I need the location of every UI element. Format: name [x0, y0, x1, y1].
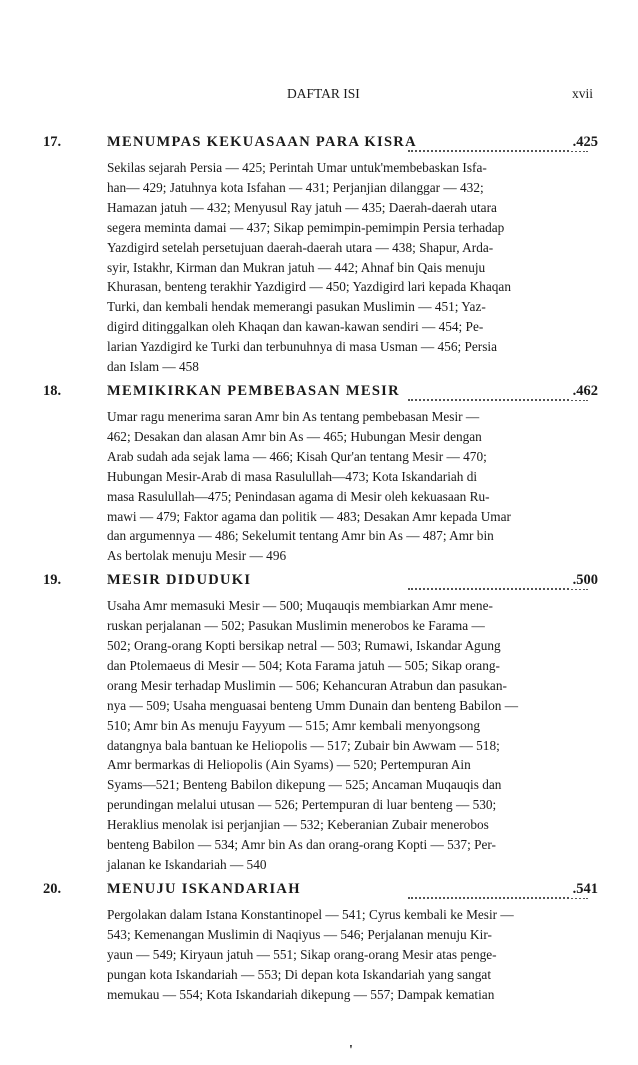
chapter-page-number: .425 — [572, 134, 598, 150]
summary-line: syir, Istakhr, Kirman dan Mukran jatuh — 442; Ahnaf bin Qais menuju — [107, 259, 486, 275]
toc-entry-heading[interactable] — [0, 572, 638, 596]
toc-entry-17 — [0, 134, 638, 377]
toc-entry-heading[interactable] — [0, 383, 638, 407]
chapter-summary — [107, 596, 594, 875]
dot-leader — [408, 897, 588, 899]
toc-entry-20 — [0, 881, 638, 1005]
summary-line: dan argumennya — 486; Sekelumit tentang Amr bin As — 487; Amr bin — [107, 528, 494, 544]
summary-line: pungan kota Iskandariah — 553; Di depan kota Iskandariah yang sangat — [107, 966, 492, 982]
summary-line: han— 429; Jatuhnya kota Isfahan — 431; Perjanjian dilanggar — 432; — [107, 179, 484, 195]
running-head — [0, 86, 638, 106]
summary-line: dan Islam — 458 — [107, 359, 199, 375]
summary-line: nya — 509; Usaha menguasai benteng Umm Dunain dan benteng Babilon — — [107, 697, 519, 713]
chapter-page-number: .541 — [572, 880, 598, 897]
summary-line: dan Ptolemaeus di Mesir — 504; Kota Farama jatuh — 505; Sikap orang- — [107, 657, 500, 673]
summary-line: larian Yazdigird ke Turki dan terbunuhnya di masa Usman — 456; Persia — [107, 339, 497, 355]
chapter-title: MESIR DIDUDUKI — [107, 572, 252, 589]
summary-line: Hamazan jatuh — 432; Menyusul Ray jatuh — 435; Daerah-daerah utara — [107, 199, 497, 215]
toc-entry-18 — [0, 383, 638, 566]
summary-line: Khurasan, benteng terakhir Yazdigird — 450; Yazdigird lari kepada Khaqan — [107, 279, 511, 295]
dot-leader — [408, 399, 588, 401]
summary-line: Usaha Amr memasuki Mesir — 500; Muqauqis membiarkan Amr mene- — [107, 598, 493, 614]
chapter-summary — [107, 407, 594, 566]
summary-line: Sekilas sejarah Persia — 425; Perintah Umar untuk'membebaskan Isfa- — [107, 160, 487, 175]
toc-entry-19 — [0, 572, 638, 875]
chapter-page-number: .500 — [572, 572, 598, 589]
chapter-page-number: .462 — [572, 382, 598, 399]
summary-line: segera meminta damai — 437; Sikap pemimpin-pemimpin Persia terhadap — [107, 219, 505, 235]
summary-line: yaun — 549; Kiryaun jatuh — 551; Sikap orang-orang Mesir atas penge- — [107, 946, 497, 962]
chapter-number: 17. — [43, 134, 62, 150]
chapter-title: MENUMPAS KEKUASAAN PARA KISRA — [107, 134, 417, 150]
chapter-title: MENUJU ISKANDARIAH — [107, 880, 301, 897]
summary-line: As bertolak menuju Mesir — 496 — [107, 548, 287, 564]
summary-line: Umar ragu menerima saran Amr bin As tentang pembebasan Mesir — — [107, 408, 480, 424]
summary-line: Heraklius menolak isi perjanjian — 532; Keberanian Zubair menerobos — [107, 817, 489, 833]
chapter-summary — [107, 905, 594, 1005]
table-of-contents — [0, 134, 638, 1010]
summary-line: memukau — 554; Kota Iskandariah dikepung — 557; Dampak kematian — [107, 986, 495, 1002]
summary-line: datangnya bala bantuan ke Heliopolis — 517; Zubair bin Awwam — 518; — [107, 737, 500, 753]
footer-mark: ' — [349, 1043, 353, 1058]
chapter-number: 18. — [43, 382, 62, 399]
summary-line: masa Rasulullah—475; Penindasan agama di Mesir oleh kekuasaan Ru- — [107, 488, 490, 504]
dot-leader — [408, 588, 588, 590]
summary-line: jalanan ke Iskandariah — 540 — [107, 857, 267, 872]
dot-leader — [408, 150, 588, 152]
chapter-title: MEMIKIRKAN PEMBEBASAN MESIR — [107, 382, 400, 399]
running-head-title: DAFTAR ISI — [287, 86, 360, 101]
summary-line: orang Mesir terhadap Muslimin — 506; Kehancuran Atrabun dan pasukan- — [107, 677, 507, 693]
summary-line: Turki, dan kembali hendak memerangi pasukan Muslimin — 451; Yaz- — [107, 299, 486, 315]
summary-line: Amr bermarkas di Heliopolis (Ain Syams) — 520; Pertempuran Ain — [107, 757, 471, 773]
chapter-summary — [107, 158, 594, 377]
chapter-number: 20. — [43, 880, 62, 897]
summary-line: Yazdigird setelah persetujuan daerah-daerah utara — 438; Shapur, Arda- — [107, 239, 494, 255]
summary-line: mawi — 479; Faktor agama dan politik — 483; Desakan Amr kepada Umar — [107, 508, 511, 524]
summary-line: benteng Babilon — 534; Amr bin As dan orang-orang Kopti — 537; Per- — [107, 837, 496, 853]
chapter-number: 19. — [43, 572, 62, 589]
summary-line: 510; Amr bin As menuju Fayyum — 515; Amr kembali menyongsong — [107, 717, 481, 733]
summary-line: perundingan melalui utusan — 526; Pertempuran di luar benteng — 530; — [107, 797, 497, 813]
summary-line: digird ditinggalkan oleh Khaqan dan kawan-kawan sendiri — 454; Pe- — [107, 319, 484, 335]
summary-line: Arab sudah ada sejak lama — 466; Kisah Qur'an tentang Mesir — 470; — [107, 448, 487, 464]
summary-line: 502; Orang-orang Kopti bersikap netral — 503; Rumawi, Iskandar Agung — [107, 638, 501, 654]
summary-line: 543; Kemenangan Muslimin di Naqiyus — 546; Perjalanan menuju Kir- — [107, 926, 492, 942]
summary-line: Pergolakan dalam Istana Konstantinopel — 541; Cyrus kembali ke Mesir — — [107, 906, 514, 922]
summary-line: Hubungan Mesir-Arab di masa Rasulullah—473; Kota Iskandariah di — [107, 468, 478, 484]
summary-line: ruskan perjalanan — 502; Pasukan Muslimin menerobos ke Farama — — [107, 618, 485, 634]
toc-entry-heading[interactable] — [0, 134, 638, 158]
running-head-page-number: xvii — [571, 86, 593, 101]
toc-entry-heading[interactable] — [0, 881, 638, 905]
summary-line: Syams—521; Benteng Babilon dikepung — 525; Ancaman Muqauqis dan — [107, 777, 502, 793]
summary-line: 462; Desakan dan alasan Amr bin As — 465; Hubungan Mesir dengan — [107, 428, 482, 444]
